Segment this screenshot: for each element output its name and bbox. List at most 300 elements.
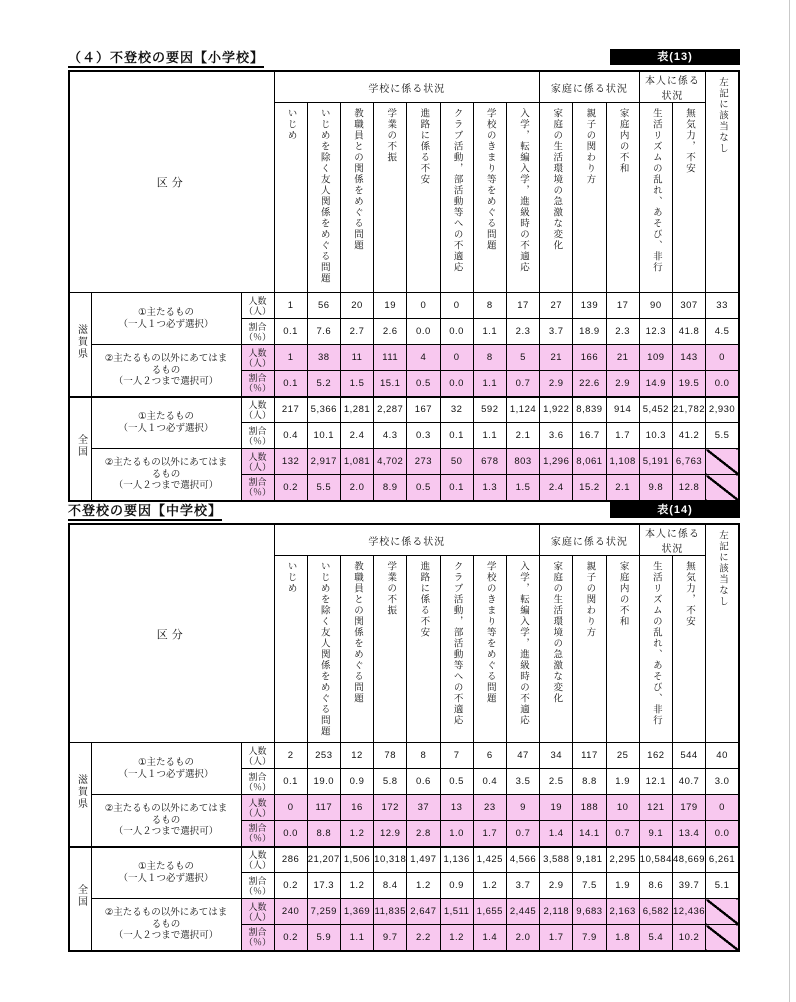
data-cell: 0 bbox=[440, 293, 473, 319]
column-header-text: 学校のきまり等をめぐる問題 bbox=[484, 561, 496, 704]
data-cell: 1.5 bbox=[340, 371, 373, 397]
data-cell: 0.7 bbox=[606, 821, 639, 847]
region-label-text: 滋賀県 bbox=[75, 773, 87, 810]
data-cell: 0.7 bbox=[506, 821, 539, 847]
data-cell: 0.0 bbox=[274, 821, 307, 847]
unit-label-line: 割合 bbox=[248, 321, 267, 332]
data-cell: 8 bbox=[473, 293, 506, 319]
column-header-cell bbox=[540, 103, 573, 293]
row-label-line: ①主たるもの bbox=[137, 861, 195, 873]
data-cell: 2.5 bbox=[540, 769, 573, 795]
data-cell: 1.4 bbox=[540, 821, 573, 847]
data-cell: 2.8 bbox=[407, 821, 440, 847]
data-cell: 19.0 bbox=[307, 769, 340, 795]
column-header-text: 学校のきまり等をめぐる問題 bbox=[484, 108, 496, 251]
data-cell: 0.1 bbox=[274, 319, 307, 345]
data-cell: 1 bbox=[274, 293, 307, 319]
data-cell: 0 bbox=[706, 345, 739, 371]
table-header bbox=[69, 71, 739, 293]
data-cell: 914 bbox=[606, 397, 639, 423]
data-cell: 286 bbox=[274, 847, 307, 873]
none-column-header-cell bbox=[706, 524, 739, 743]
data-cell: 5.2 bbox=[307, 371, 340, 397]
unit-label-line: （人） bbox=[243, 357, 271, 368]
column-header-cell bbox=[672, 103, 705, 293]
count-row bbox=[69, 345, 739, 371]
data-cell: 8.9 bbox=[374, 475, 407, 501]
data-cell: 12.1 bbox=[639, 769, 672, 795]
data-cell: 2,287 bbox=[374, 397, 407, 423]
data-cell: 139 bbox=[573, 293, 606, 319]
data-cell: 3.6 bbox=[540, 423, 573, 449]
data-cell: 1.7 bbox=[606, 423, 639, 449]
data-cell: 1.3 bbox=[473, 475, 506, 501]
row-label-cell bbox=[91, 847, 241, 899]
row-label-line: （一人２つまで選択可） bbox=[113, 826, 219, 837]
data-cell: 2.0 bbox=[340, 475, 373, 501]
data-cell: 5.5 bbox=[307, 475, 340, 501]
data-cell: 0.4 bbox=[274, 423, 307, 449]
data-cell: 544 bbox=[672, 743, 705, 769]
row-label-line: ①主たるもの bbox=[137, 757, 195, 768]
table13-tag-badge: 表(13) bbox=[610, 49, 740, 65]
none-column-header-text: 左記に該当なし bbox=[717, 77, 729, 154]
data-cell: 1,497 bbox=[407, 847, 440, 873]
data-cell: 3.0 bbox=[706, 769, 739, 795]
data-cell: 0 bbox=[407, 293, 440, 319]
unit-label-line: 割合 bbox=[248, 771, 267, 782]
table13-container bbox=[68, 70, 740, 502]
unit-label-line: 人数 bbox=[248, 797, 267, 808]
data-cell: 13.4 bbox=[672, 821, 705, 847]
unit-label-line: （％） bbox=[243, 937, 271, 948]
data-cell: 50 bbox=[440, 449, 473, 475]
data-cell: 1.2 bbox=[340, 873, 373, 899]
report-table bbox=[68, 70, 740, 502]
diagonal-cell bbox=[706, 449, 739, 475]
data-cell: 12.3 bbox=[639, 319, 672, 345]
data-cell: 1,136 bbox=[440, 847, 473, 873]
unit-label-cell bbox=[241, 345, 274, 371]
data-cell: 8 bbox=[473, 345, 506, 371]
data-cell: 0 bbox=[274, 795, 307, 821]
data-cell: 0.0 bbox=[706, 371, 739, 397]
data-cell: 0.2 bbox=[274, 873, 307, 899]
row-label-cell bbox=[91, 899, 241, 951]
data-cell: 3.7 bbox=[540, 319, 573, 345]
data-cell: 0.3 bbox=[407, 423, 440, 449]
row-label-cell bbox=[91, 293, 241, 345]
data-cell: 21,782 bbox=[672, 397, 705, 423]
data-cell: 0.9 bbox=[340, 769, 373, 795]
row-label-cell bbox=[91, 795, 241, 847]
data-cell: 6,763 bbox=[672, 449, 705, 475]
data-cell: 2,930 bbox=[706, 397, 739, 423]
column-header-cell bbox=[274, 103, 307, 293]
data-cell: 1,425 bbox=[473, 847, 506, 873]
group-header-row bbox=[69, 524, 739, 556]
row-label-line: （一人２つまで選択可） bbox=[113, 376, 219, 387]
table14-title: 不登校の要因【中学校】 bbox=[68, 503, 222, 521]
data-cell: 47 bbox=[506, 743, 539, 769]
data-cell: 240 bbox=[274, 899, 307, 925]
unit-label-line: （％） bbox=[243, 487, 271, 498]
column-header-text: 教職員との関係をめぐる問題 bbox=[351, 561, 363, 704]
data-cell: 17 bbox=[606, 293, 639, 319]
data-cell: 2,295 bbox=[606, 847, 639, 873]
group-header-row bbox=[69, 71, 739, 103]
data-cell: 23 bbox=[473, 795, 506, 821]
data-cell: 273 bbox=[407, 449, 440, 475]
data-cell: 10,584 bbox=[639, 847, 672, 873]
column-header-cell bbox=[274, 556, 307, 743]
column-header-text: 教職員との関係をめぐる問題 bbox=[351, 108, 363, 251]
unit-label-line: 人数 bbox=[248, 451, 267, 462]
data-cell: 9.8 bbox=[639, 475, 672, 501]
unit-label-cell bbox=[241, 743, 274, 769]
page-edge-divider bbox=[789, 0, 790, 1002]
data-cell: 1.9 bbox=[606, 769, 639, 795]
data-cell: 0.0 bbox=[440, 319, 473, 345]
row-label-line: るもの bbox=[151, 364, 181, 376]
count-row bbox=[69, 293, 739, 319]
column-header-text: 家庭内の不和 bbox=[617, 561, 629, 627]
junior-high-school-table-section bbox=[68, 502, 740, 952]
data-cell: 4.3 bbox=[374, 423, 407, 449]
data-cell: 8,839 bbox=[573, 397, 606, 423]
data-cell: 33 bbox=[706, 293, 739, 319]
unit-label-line: （人） bbox=[243, 911, 271, 922]
unit-label-cell bbox=[241, 847, 274, 873]
column-header-text: クラブ活動，部活動等への不適応 bbox=[451, 108, 463, 273]
data-cell: 20 bbox=[340, 293, 373, 319]
data-cell: 0.1 bbox=[274, 371, 307, 397]
data-cell: 12 bbox=[340, 743, 373, 769]
row-label-cell bbox=[91, 743, 241, 795]
data-cell: 14.1 bbox=[573, 821, 606, 847]
region-label-text: 滋賀県 bbox=[75, 323, 87, 360]
data-cell: 0 bbox=[706, 795, 739, 821]
row-label-line: ②主たるもの以外にあてはま bbox=[104, 457, 228, 468]
column-header-cell bbox=[340, 103, 373, 293]
unit-label-line: （％） bbox=[243, 833, 271, 844]
diagonal-cell bbox=[706, 475, 739, 501]
row-label-line: ①主たるもの bbox=[137, 307, 195, 318]
data-cell: 5.8 bbox=[374, 769, 407, 795]
data-cell: 1.5 bbox=[506, 475, 539, 501]
data-cell: 2.3 bbox=[606, 319, 639, 345]
data-cell: 1.1 bbox=[473, 371, 506, 397]
column-header-text: 入学，転編入学，進級時の不適応 bbox=[518, 108, 529, 273]
data-cell: 38 bbox=[307, 345, 340, 371]
unit-label-cell bbox=[241, 925, 274, 951]
row-label-line: （一人１つ必ず選択） bbox=[118, 872, 214, 884]
data-cell: 1,922 bbox=[540, 397, 573, 423]
table14-tag-badge: 表(14) bbox=[610, 502, 740, 518]
region-label-cell bbox=[69, 293, 91, 397]
data-cell: 1,124 bbox=[506, 397, 539, 423]
data-cell: 19 bbox=[540, 795, 573, 821]
data-cell: 3.7 bbox=[506, 873, 539, 899]
data-cell: 1.9 bbox=[606, 873, 639, 899]
data-cell: 0.4 bbox=[473, 769, 506, 795]
unit-label-line: 割合 bbox=[248, 477, 267, 488]
data-cell: 7 bbox=[440, 743, 473, 769]
data-cell: 13 bbox=[440, 795, 473, 821]
column-header-text: 進路に係る不安 bbox=[418, 108, 430, 185]
count-row bbox=[69, 743, 739, 769]
unit-label-line: （人） bbox=[243, 807, 271, 818]
data-cell: 0.2 bbox=[274, 475, 307, 501]
region-label-cell bbox=[69, 847, 91, 951]
column-header-cell bbox=[506, 556, 539, 743]
data-cell: 8.8 bbox=[307, 821, 340, 847]
data-cell: 592 bbox=[473, 397, 506, 423]
data-cell: 2,917 bbox=[307, 449, 340, 475]
unit-label-cell bbox=[241, 795, 274, 821]
data-cell: 0.1 bbox=[440, 475, 473, 501]
data-cell: 4,566 bbox=[506, 847, 539, 873]
data-cell: 5.4 bbox=[639, 925, 672, 951]
data-cell: 25 bbox=[606, 743, 639, 769]
column-header-cell bbox=[307, 103, 340, 293]
unit-label-line: （％） bbox=[243, 435, 271, 446]
data-cell: 0.0 bbox=[407, 319, 440, 345]
unit-label-cell bbox=[241, 371, 274, 397]
data-cell: 48,669 bbox=[672, 847, 705, 873]
data-cell: 2,647 bbox=[407, 899, 440, 925]
row-label-line: るもの bbox=[151, 468, 181, 480]
data-cell: 11,835 bbox=[374, 899, 407, 925]
column-header-cell bbox=[606, 556, 639, 743]
unit-label-cell bbox=[241, 423, 274, 449]
data-cell: 2 bbox=[274, 743, 307, 769]
data-cell: 3.5 bbox=[506, 769, 539, 795]
column-header-text: いじめを除く友人関係をめぐる問題 bbox=[318, 561, 330, 737]
data-cell: 1.2 bbox=[473, 873, 506, 899]
data-cell: 111 bbox=[374, 345, 407, 371]
column-header-text: 生活リズムの乱れ、あそび、非行 bbox=[650, 561, 662, 726]
column-header-cell bbox=[573, 103, 606, 293]
data-cell: 0.2 bbox=[274, 925, 307, 951]
data-cell: 5,366 bbox=[307, 397, 340, 423]
data-cell: 21 bbox=[540, 345, 573, 371]
data-cell: 8,061 bbox=[573, 449, 606, 475]
data-cell: 5,191 bbox=[639, 449, 672, 475]
data-cell: 56 bbox=[307, 293, 340, 319]
data-cell: 8.6 bbox=[639, 873, 672, 899]
data-cell: 253 bbox=[307, 743, 340, 769]
unit-label-cell bbox=[241, 769, 274, 795]
data-cell: 1,081 bbox=[340, 449, 373, 475]
data-cell: 90 bbox=[639, 293, 672, 319]
data-cell: 78 bbox=[374, 743, 407, 769]
column-header-cell bbox=[407, 103, 440, 293]
group-header-cell: 家庭に係る状況 bbox=[540, 71, 640, 103]
column-header-cell bbox=[374, 103, 407, 293]
data-cell: 0.9 bbox=[440, 873, 473, 899]
data-cell: 34 bbox=[540, 743, 573, 769]
data-cell: 4.5 bbox=[706, 319, 739, 345]
unit-label-line: 人数 bbox=[248, 849, 267, 860]
data-cell: 2,118 bbox=[540, 899, 573, 925]
column-header-cell bbox=[639, 556, 672, 743]
data-cell: 2,445 bbox=[506, 899, 539, 925]
data-cell: 2.4 bbox=[540, 475, 573, 501]
data-cell: 4,702 bbox=[374, 449, 407, 475]
column-header-cell bbox=[473, 103, 506, 293]
none-column-header-text: 左記に該当なし bbox=[717, 530, 729, 607]
data-cell: 5.5 bbox=[706, 423, 739, 449]
data-cell: 803 bbox=[506, 449, 539, 475]
data-cell: 1,655 bbox=[473, 899, 506, 925]
data-cell: 15.1 bbox=[374, 371, 407, 397]
data-cell: 0.1 bbox=[440, 423, 473, 449]
unit-label-line: 人数 bbox=[248, 745, 267, 756]
column-header-text: 入学，転編入学，進級時の不適応 bbox=[518, 561, 529, 726]
data-cell: 12,436 bbox=[672, 899, 705, 925]
data-cell: 17.3 bbox=[307, 873, 340, 899]
data-cell: 16.7 bbox=[573, 423, 606, 449]
data-cell: 7.5 bbox=[573, 873, 606, 899]
data-cell: 2.9 bbox=[606, 371, 639, 397]
kubun-header-cell: 区分 bbox=[69, 524, 274, 743]
column-header-text: 家庭の生活環境の急激な変化 bbox=[551, 108, 563, 251]
region-label-cell bbox=[69, 397, 91, 501]
column-header-text: 無気力，不安 bbox=[684, 561, 696, 627]
data-cell: 2.4 bbox=[340, 423, 373, 449]
data-cell: 0.1 bbox=[274, 769, 307, 795]
column-header-cell bbox=[573, 556, 606, 743]
column-header-cell bbox=[606, 103, 639, 293]
data-cell: 117 bbox=[573, 743, 606, 769]
unit-label-line: 割合 bbox=[248, 425, 267, 436]
unit-label-line: 割合 bbox=[248, 373, 267, 384]
unit-label-line: 人数 bbox=[248, 901, 267, 912]
column-header-cell bbox=[540, 556, 573, 743]
count-row bbox=[69, 397, 739, 423]
data-cell: 19.5 bbox=[672, 371, 705, 397]
data-cell: 10,318 bbox=[374, 847, 407, 873]
data-cell: 132 bbox=[274, 449, 307, 475]
data-cell: 5.1 bbox=[706, 873, 739, 899]
row-label-line: ②主たるもの以外にあてはま bbox=[104, 907, 228, 918]
data-cell: 1.4 bbox=[473, 925, 506, 951]
group-header-cell: 家庭に係る状況 bbox=[540, 524, 640, 556]
unit-label-line: （人） bbox=[243, 461, 271, 472]
data-cell: 172 bbox=[374, 795, 407, 821]
data-cell: 21 bbox=[606, 345, 639, 371]
region-label-cell bbox=[69, 743, 91, 847]
data-cell: 2.0 bbox=[506, 925, 539, 951]
group-header-cell: 学校に係る状況 bbox=[274, 71, 540, 103]
unit-label-cell bbox=[241, 899, 274, 925]
table-body bbox=[69, 293, 739, 501]
data-cell: 12.8 bbox=[672, 475, 705, 501]
unit-label-line: （％） bbox=[243, 331, 271, 342]
column-header-cell bbox=[473, 556, 506, 743]
data-cell: 1 bbox=[274, 345, 307, 371]
column-header-text: 家庭の生活環境の急激な変化 bbox=[551, 561, 563, 704]
data-cell: 15.2 bbox=[573, 475, 606, 501]
row-label-line: ②主たるもの以外にあてはま bbox=[104, 353, 228, 364]
data-cell: 1.7 bbox=[473, 821, 506, 847]
data-cell: 109 bbox=[639, 345, 672, 371]
data-cell: 678 bbox=[473, 449, 506, 475]
row-label-line: ①主たるもの bbox=[137, 411, 195, 423]
data-cell: 3,588 bbox=[540, 847, 573, 873]
data-cell: 1.7 bbox=[540, 925, 573, 951]
data-cell: 1.1 bbox=[473, 319, 506, 345]
column-header-text: いじめ bbox=[285, 561, 297, 594]
data-cell: 0.5 bbox=[440, 769, 473, 795]
region-label-text: 全国 bbox=[75, 434, 87, 458]
data-cell: 10.3 bbox=[639, 423, 672, 449]
column-header-text: 生活リズムの乱れ、あそび、非行 bbox=[650, 108, 662, 273]
data-cell: 18.9 bbox=[573, 319, 606, 345]
count-row bbox=[69, 449, 739, 475]
data-cell: 2.6 bbox=[374, 319, 407, 345]
data-cell: 0.5 bbox=[407, 475, 440, 501]
data-cell: 16 bbox=[340, 795, 373, 821]
data-cell: 2.1 bbox=[506, 423, 539, 449]
column-header-text: クラブ活動，部活動等への不適応 bbox=[451, 561, 463, 726]
unit-label-line: 割合 bbox=[248, 823, 267, 834]
unit-label-line: （％） bbox=[243, 885, 271, 896]
data-cell: 6,261 bbox=[706, 847, 739, 873]
unit-label-line: 人数 bbox=[248, 399, 267, 410]
row-label-line: るもの bbox=[151, 814, 181, 826]
data-cell: 0.5 bbox=[407, 371, 440, 397]
data-cell: 4 bbox=[407, 345, 440, 371]
data-cell: 8.4 bbox=[374, 873, 407, 899]
column-header-cell bbox=[672, 556, 705, 743]
data-cell: 8 bbox=[407, 743, 440, 769]
unit-label-cell bbox=[241, 293, 274, 319]
data-cell: 40 bbox=[706, 743, 739, 769]
data-cell: 7.9 bbox=[573, 925, 606, 951]
column-header-text: 親子の関わり方 bbox=[584, 108, 596, 185]
data-cell: 167 bbox=[407, 397, 440, 423]
data-cell: 14.9 bbox=[639, 371, 672, 397]
data-cell: 5,452 bbox=[639, 397, 672, 423]
data-cell: 17 bbox=[506, 293, 539, 319]
column-header-cell bbox=[440, 103, 473, 293]
data-cell: 12.9 bbox=[374, 821, 407, 847]
data-cell: 2.1 bbox=[606, 475, 639, 501]
column-header-cell bbox=[307, 556, 340, 743]
column-header-cell bbox=[374, 556, 407, 743]
none-column-header-cell bbox=[706, 71, 739, 293]
unit-label-line: （人） bbox=[243, 305, 271, 316]
data-cell: 19 bbox=[374, 293, 407, 319]
data-cell: 179 bbox=[672, 795, 705, 821]
unit-label-line: 人数 bbox=[248, 295, 267, 306]
unit-label-line: （％） bbox=[243, 781, 271, 792]
row-label-cell bbox=[91, 449, 241, 501]
count-row bbox=[69, 847, 739, 873]
data-cell: 10 bbox=[606, 795, 639, 821]
table-body bbox=[69, 743, 739, 951]
region-label-text: 全国 bbox=[75, 884, 87, 908]
data-cell: 0.0 bbox=[706, 821, 739, 847]
data-cell: 1.8 bbox=[606, 925, 639, 951]
group-header-cell: 本人に係る状況 bbox=[639, 71, 705, 103]
data-cell: 9,181 bbox=[573, 847, 606, 873]
column-header-text: 学業の不振 bbox=[385, 561, 397, 616]
data-cell: 1.1 bbox=[340, 925, 373, 951]
data-cell: 2.7 bbox=[340, 319, 373, 345]
